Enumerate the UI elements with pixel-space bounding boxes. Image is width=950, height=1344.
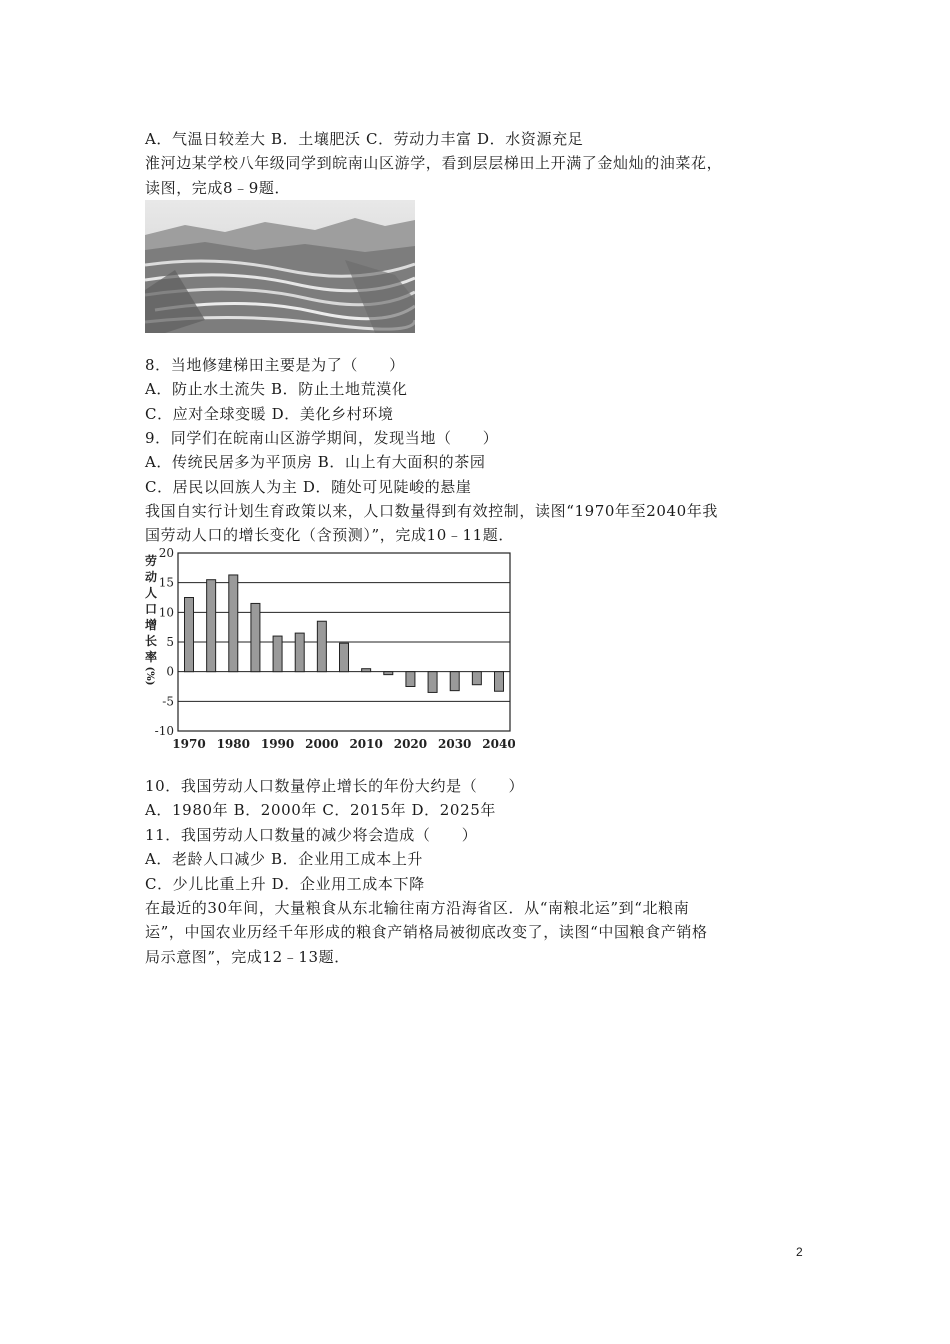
terraced-fields-photo [145,200,415,333]
y-axis-label-char: 动 [145,570,158,584]
bar [340,643,349,671]
bar [472,672,481,685]
text-line: 读图，完成8﹣9题． [145,179,291,197]
y-tick-label: 20 [158,546,174,560]
y-tick-label: -5 [162,694,174,709]
text-line: A．老龄人口减少 B．企业用工成本上升 [145,850,424,868]
text-line: 9．同学们在皖南山区游学期间，发现当地（ ） [145,429,499,447]
x-tick-label: 2020 [393,737,428,751]
bar [251,603,260,671]
text-line: 8．当地修建梯田主要是为了（ ） [145,356,405,374]
y-tick-label: 0 [166,664,174,679]
y-tick-label: 10 [158,605,174,620]
text-line: A．防止水土流失 B．防止土地荒漠化 [145,380,408,398]
terraced-fields-image [145,200,415,333]
x-tick-label: 1990 [260,737,295,751]
bar [406,672,415,687]
text-line: 10．我国劳动人口数量停止增长的年份大约是（ ） [145,777,525,795]
y-axis-label-char: 率 [145,650,158,664]
y-axis-label-char: 长 [145,634,158,648]
x-tick-label: 2040 [482,737,515,751]
bar [185,598,194,672]
bar [207,580,216,672]
text-line: C．应对全球变暖 D．美化乡村环境 [145,405,394,423]
text-line: A．1980年 B．2000年 C．2015年 D．2025年 [145,801,496,819]
text-line: A．气温日较差大 B．土壤肥沃 C．劳动力丰富 D．水资源充足 [145,130,584,148]
y-axis-label-char: (%) [145,666,155,686]
bar [450,672,459,691]
x-tick-label: 2000 [305,737,339,751]
chart-svg [145,543,515,758]
y-axis-label-char: 增 [145,618,158,632]
text-line: C．少儿比重上升 D．企业用工成本下降 [145,875,425,893]
bar [428,672,437,693]
y-axis-label-char: 人 [145,586,158,600]
y-tick-label: -10 [154,724,174,738]
text-line: 运”，中国农业历经千年形成的粮食产销格局被彻底改变了，读图“中国粮食产销格 [145,923,708,941]
text-line: 淮河边某学校八年级同学到皖南山区游学，看到层层梯田上开满了金灿灿的油菜花， [145,154,723,172]
y-axis-label-char: 劳 [145,554,158,568]
bar [495,672,504,692]
labor-growth-chart [145,543,515,758]
y-tick-label: 5 [166,635,174,649]
y-axis-label-char: 口 [145,602,158,616]
text-line: 局示意图”，完成12﹣13题． [145,948,350,966]
x-tick-label: 2010 [349,737,383,751]
text-line: C．居民以回族人为主 D．随处可见陡峻的悬崖 [145,478,472,496]
text-line: 在最近的30年间，大量粮食从东北输往南方沿海省区．从“南粮北运”到“北粮南 [145,899,690,917]
text-line: A．传统民居多为平顶房 B．山上有大面积的茶园 [145,453,486,471]
bar [229,575,238,672]
bar [384,672,393,675]
bar [295,633,304,672]
text-line: 我国自实行计划生育政策以来，人口数量得到有效控制，读图“1970年至2040年我 [145,502,719,520]
x-tick-label: 2030 [438,737,472,751]
text-line: 11．我国劳动人口数量的减少将会造成（ ） [145,826,478,844]
page-number: 2 [796,1245,803,1259]
text-line: 国劳动人口的增长变化（含预测）”，完成10﹣11题． [145,526,514,544]
x-tick-label: 1980 [216,737,250,751]
bar [317,621,326,671]
bar [273,636,282,672]
bar [362,669,371,672]
x-tick-label: 1970 [172,737,206,751]
y-tick-label: 15 [158,575,174,590]
